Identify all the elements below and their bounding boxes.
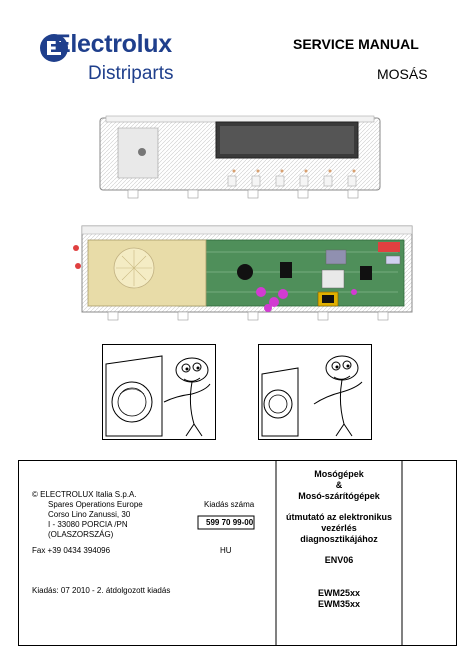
edition-number: 599 70 99-00 (206, 518, 254, 527)
company-fax: Fax +39 0434 394096 (32, 546, 111, 555)
company-city: I - 33080 PORCIA /PN (48, 520, 128, 529)
brand-name: Electrolux (54, 30, 172, 58)
company-country: (OLASZORSZÁG) (48, 530, 114, 539)
edition-number-label: Kiadás száma (204, 500, 255, 509)
page-title: SERVICE MANUAL (293, 36, 419, 52)
brand-subtitle: Distriparts (88, 63, 174, 84)
page-subtitle: MOSÁS (377, 66, 428, 82)
company-dept: Spares Operations Europe (48, 500, 143, 509)
language-code: HU (220, 546, 232, 555)
machine-model-2: EWM35xx (317, 599, 361, 609)
product-line-2: & (335, 480, 343, 490)
product-line-1: Mosógépek (314, 469, 364, 479)
guide-line-1: útmutató az elektronikus (285, 512, 393, 522)
mascot-washer-right-image (258, 344, 372, 440)
mascot-washer-left-image (102, 344, 216, 440)
control-panel-image (98, 108, 382, 204)
guide-line-3: diagnosztikájához (300, 534, 378, 544)
edition-text: Kiadás: 07 2010 - 2. átdolgozott kiadás (32, 586, 171, 595)
electronic-board-image (68, 222, 418, 324)
product-line-3: Mosó-szárítógépek (298, 491, 380, 501)
company-name: © ELECTROLUX Italia S.p.A. (32, 490, 137, 499)
control-model: ENV06 (324, 555, 354, 565)
info-table (18, 460, 457, 646)
company-street: Corso Lino Zanussi, 30 (48, 510, 131, 519)
machine-model-1: EWM25xx (317, 588, 361, 598)
guide-line-2: vezérlés (321, 523, 357, 533)
